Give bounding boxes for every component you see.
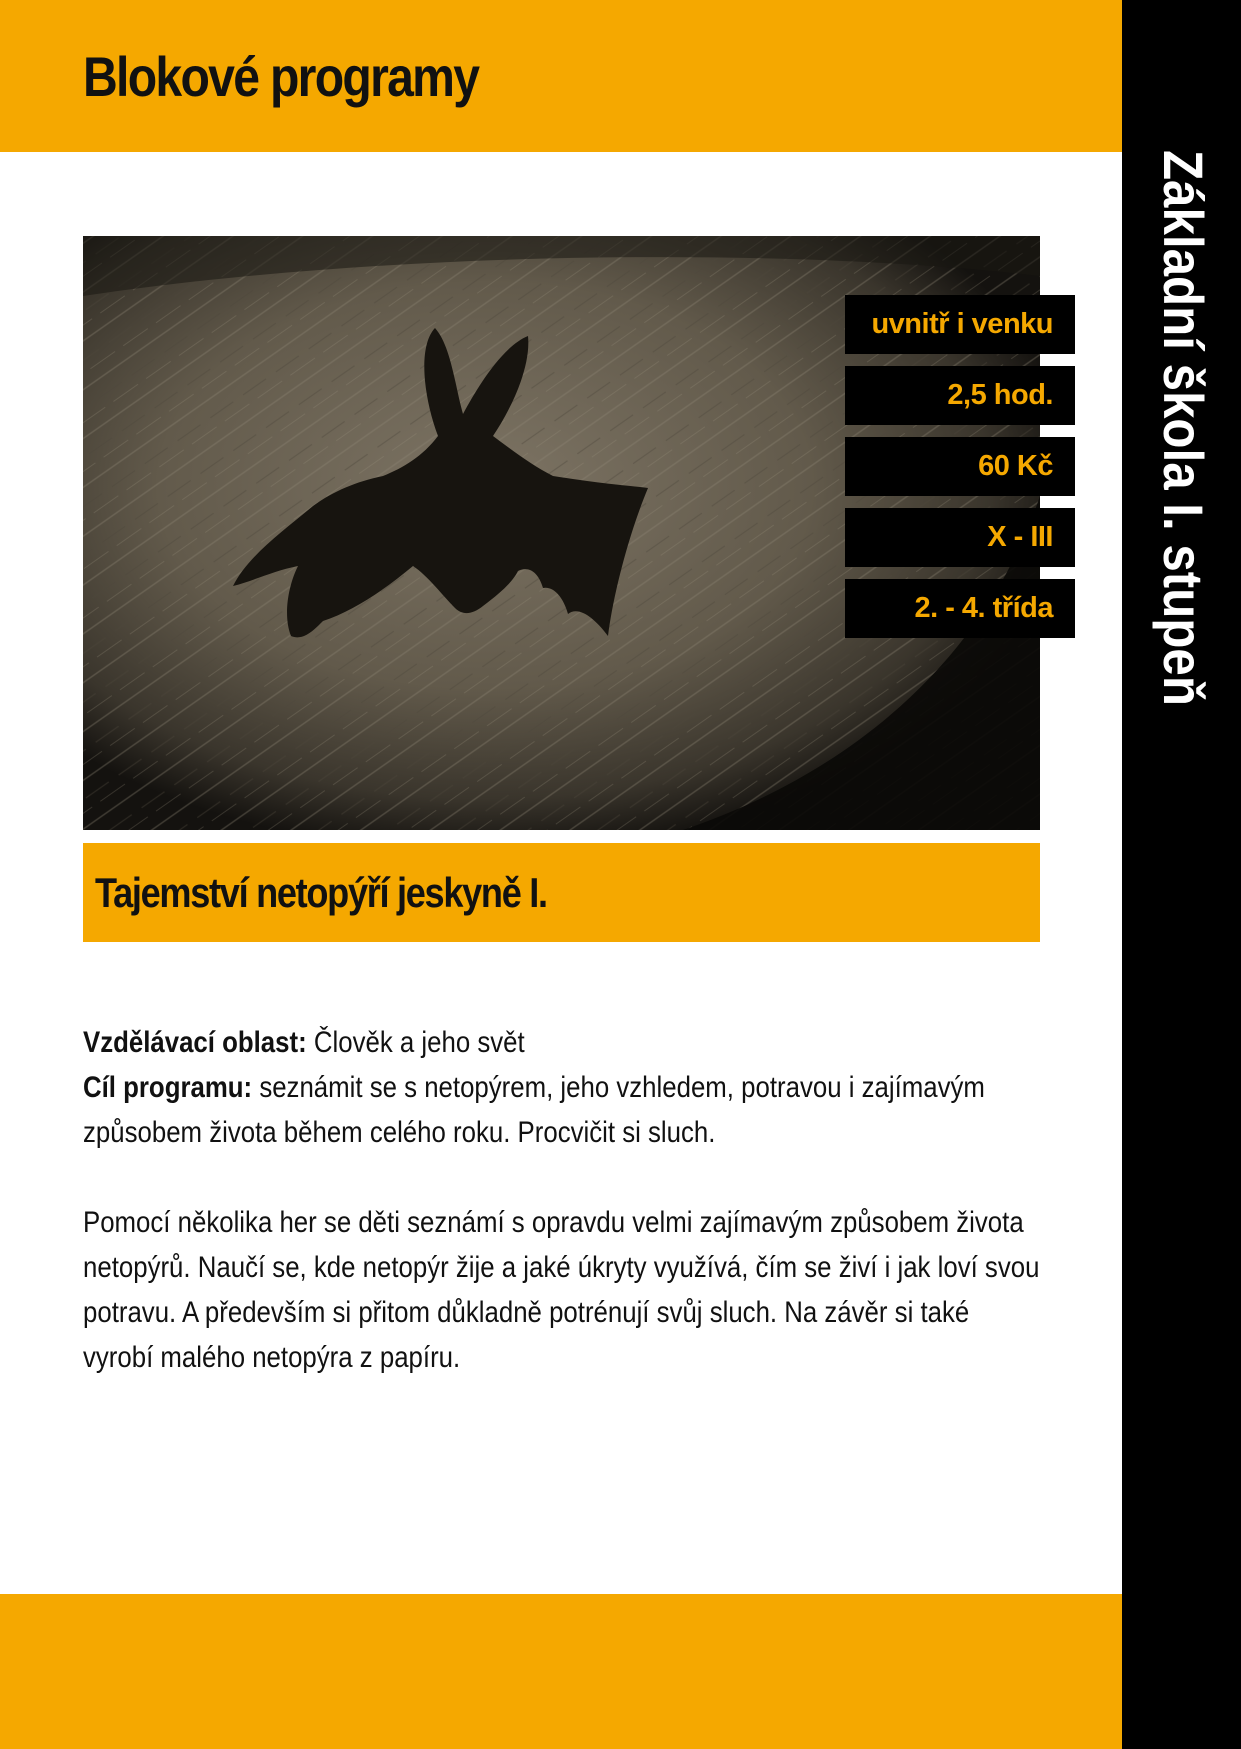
program-tags — [845, 295, 1075, 650]
side-label: Základní škola I. stupeň — [1152, 150, 1215, 706]
area-value: Člověk a jeho svět — [313, 1026, 525, 1059]
program-title: Tajemství netopýří jeskyně I. — [95, 869, 547, 916]
tag-location: uvnitř i venku — [845, 295, 1075, 354]
area-label: Vzdělávací oblast: — [83, 1026, 307, 1059]
tag-price: 60 Kč — [845, 437, 1075, 496]
page-title: Blokové programy — [83, 45, 479, 108]
tag-grade: 2. - 4. třída — [845, 579, 1075, 638]
goal-label: Cíl programu: — [83, 1071, 253, 1104]
footer-band — [0, 1594, 1122, 1749]
program-title-band — [83, 843, 1040, 942]
area-line — [83, 1020, 1040, 1065]
goal-value: seznámit se s netopýrem, jeho vzhledem, potravou i zajímavým způsobem života během celého roku. Procvičit si sluch. — [83, 1071, 985, 1149]
program-details — [83, 1020, 1040, 1380]
description: Pomocí několika her se děti seznámí s opravdu velmi zajímavým způsobem života netopýrů. Naučí se, kde netopýr žije a jaké úkryty využívá, čím se živí i jak loví svou potravu. A především si přitom důkladně potrénují svůj sluch. Na závěr si také vyrobí malého netopýra z papíru. — [83, 1206, 1040, 1374]
tag-months: X - III — [845, 508, 1075, 567]
tag-duration: 2,5 hod. — [845, 366, 1075, 425]
goal-line — [83, 1065, 1040, 1155]
